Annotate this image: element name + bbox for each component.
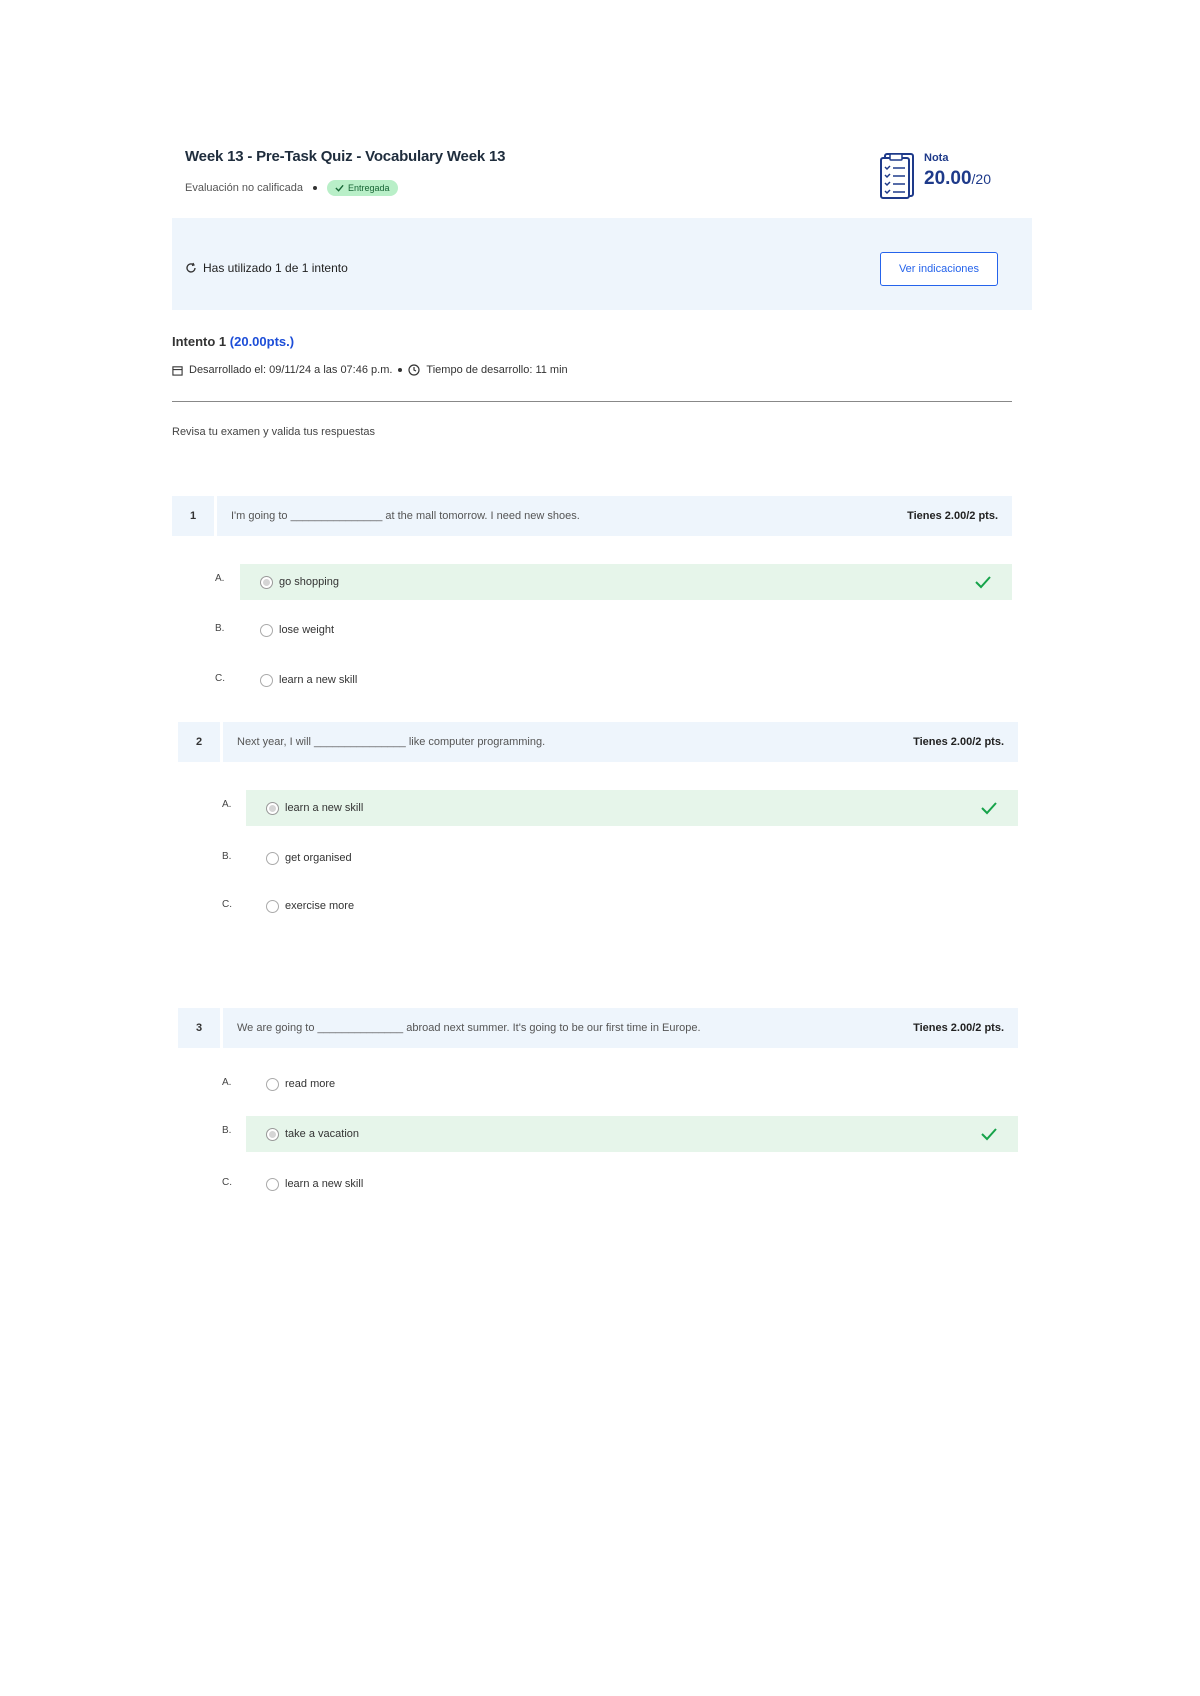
option-letter: C.	[222, 1177, 232, 1188]
attempt-title	[172, 334, 294, 349]
question-score: Tienes 2.00/2 pts.	[913, 1022, 1004, 1034]
radio-button[interactable]	[260, 576, 273, 589]
attempt-meta	[172, 364, 568, 376]
option-text: learn a new skill	[285, 802, 364, 814]
option-text: get organised	[285, 852, 352, 864]
quiz-title: Week 13 - Pre-Task Quiz - Vocabulary Week 13	[185, 148, 506, 165]
quiz-subtitle	[185, 180, 398, 196]
option-row[interactable]	[246, 888, 1018, 924]
option-content	[266, 900, 354, 913]
option-row[interactable]	[240, 662, 1012, 698]
question-text: I'm going to _______________ at the mall tomorrow. I need new shoes.	[231, 510, 580, 522]
option-text: exercise more	[285, 900, 355, 912]
grade-total: /20	[971, 171, 992, 187]
grade-text	[924, 152, 991, 190]
radio-button[interactable]	[266, 1128, 279, 1141]
grade-panel	[880, 152, 991, 200]
evaluation-type: Evaluación no calificada	[185, 182, 304, 194]
check-icon	[980, 1127, 998, 1141]
question-score: Tienes 2.00/2 pts.	[913, 736, 1004, 748]
option-content	[266, 1078, 335, 1091]
option-row[interactable]	[246, 790, 1018, 826]
option-row[interactable]	[246, 1166, 1018, 1202]
question-text: We are going to ______________ abroad next summer. It's going to be our first time in Europe.	[237, 1022, 701, 1034]
option-content	[260, 576, 339, 589]
option-text: learn a new skill	[285, 1178, 364, 1190]
option-content	[260, 624, 334, 637]
option-content	[266, 1128, 359, 1141]
option-letter: B.	[222, 1125, 232, 1136]
check-icon	[980, 801, 998, 815]
grade-label: Nota	[924, 152, 949, 164]
option-content	[266, 802, 363, 815]
question-header	[223, 1008, 1018, 1048]
attempt-title-label: Intento 1	[172, 334, 230, 349]
view-instructions-button[interactable]: Ver indicaciones	[880, 252, 998, 286]
grade-value	[924, 168, 991, 190]
question-score: Tienes 2.00/2 pts.	[907, 510, 998, 522]
option-text: go shopping	[279, 576, 339, 588]
attempts-used-label: Has utilizado 1 de 1 intento	[203, 261, 348, 275]
option-letter: B.	[215, 623, 225, 634]
clock-icon	[408, 364, 420, 376]
question-number: 3	[178, 1008, 220, 1048]
option-row[interactable]	[246, 1066, 1018, 1102]
question-number: 1	[172, 496, 214, 536]
status-badge	[327, 180, 398, 196]
attempts-used	[185, 261, 348, 275]
option-letter: A.	[215, 573, 225, 584]
radio-button[interactable]	[266, 900, 279, 913]
separator-dot	[313, 186, 317, 190]
option-row[interactable]	[240, 612, 1012, 648]
option-row[interactable]	[240, 564, 1012, 600]
instructions-text: Revisa tu examen y valida tus respuestas	[172, 426, 375, 438]
check-icon	[335, 184, 344, 192]
calendar-icon	[172, 365, 183, 376]
radio-button[interactable]	[260, 674, 273, 687]
radio-button[interactable]	[266, 1078, 279, 1091]
option-row[interactable]	[246, 840, 1018, 876]
option-text: lose weight	[279, 624, 335, 636]
attempt-duration: Tiempo de desarrollo: 11 min	[426, 364, 568, 376]
separator-dot	[398, 368, 402, 372]
divider	[172, 401, 1012, 402]
option-text: read more	[285, 1078, 336, 1090]
radio-button[interactable]	[266, 802, 279, 815]
attempt-date: Desarrollado el: 09/11/24 a las 07:46 p.m.	[189, 364, 393, 376]
radio-button[interactable]	[266, 1178, 279, 1191]
question-header	[223, 722, 1018, 762]
refresh-icon	[185, 262, 197, 274]
radio-button[interactable]	[260, 624, 273, 637]
option-letter: A.	[222, 799, 232, 810]
option-content	[260, 674, 357, 687]
option-text: take a vacation	[285, 1128, 359, 1140]
check-icon	[974, 575, 992, 589]
option-content	[266, 852, 352, 865]
question-number: 2	[178, 722, 220, 762]
option-text: learn a new skill	[279, 674, 358, 686]
question-header	[217, 496, 1012, 536]
status-badge-label: Entregada	[348, 183, 390, 193]
radio-button[interactable]	[266, 852, 279, 865]
document-icon	[880, 152, 916, 200]
question-text: Next year, I will _______________ like computer programming.	[237, 736, 546, 748]
option-letter: B.	[222, 851, 232, 862]
option-content	[266, 1178, 363, 1191]
option-row[interactable]	[246, 1116, 1018, 1152]
option-letter: A.	[222, 1077, 232, 1088]
grade-score: 20.00	[924, 168, 972, 189]
option-letter: C.	[215, 673, 225, 684]
attempt-points: (20.00pts.)	[229, 334, 295, 349]
option-letter: C.	[222, 899, 232, 910]
